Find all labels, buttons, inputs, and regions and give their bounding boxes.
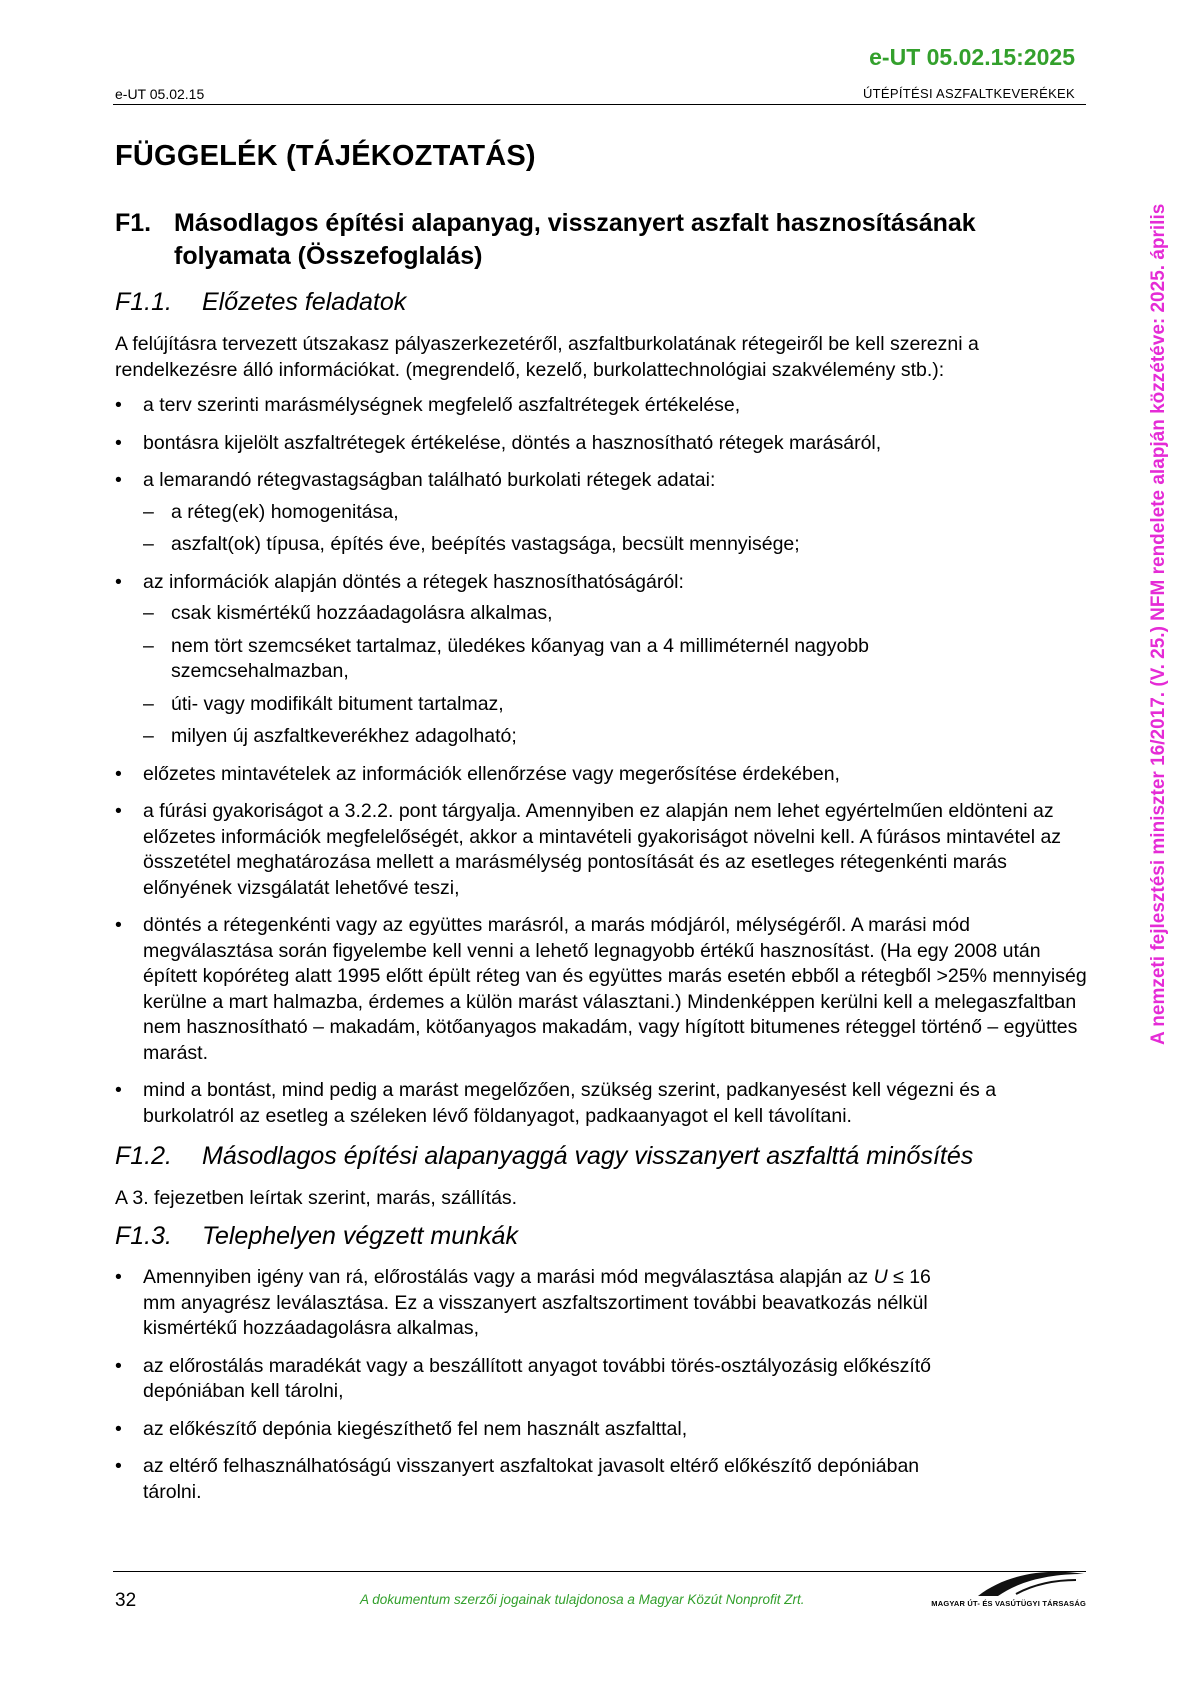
dash-list: [143, 500, 1090, 558]
bullet-list-f1-3: [115, 1265, 1090, 1505]
dash-item: [143, 532, 1090, 558]
dash-item-text: milyen új aszfaltkeverékhez adagolható;: [171, 725, 517, 747]
dash-item-text: aszfalt(ok) típusa, építés éve, beépítés vastagsága, becsült mennyisége;: [171, 533, 800, 555]
subsection-heading-f1-2: [115, 1141, 1090, 1171]
section-title: Másodlagos építési alapanyag, visszanyert aszfalt hasznosításának folyamata (Összefoglalás): [174, 209, 976, 270]
list-item: [115, 1417, 1090, 1443]
list-item-text: az előkészítő depónia kiegészíthető fel nem használt aszfalttal,: [143, 1417, 688, 1440]
list-item: [115, 1354, 1090, 1405]
publication-side-note: A nemzeti fejlesztési miniszter 16/2017. (V. 25.) NFM rendelete alapján közzétéve: 2025. április: [1148, 203, 1169, 1045]
document-code: e-UT 05.02.15:2025: [869, 44, 1075, 70]
bullet-mark: •: [115, 1455, 122, 1477]
subsection-number: F1.3.: [115, 1222, 172, 1250]
list-item: [115, 468, 1090, 558]
dash-item: [143, 634, 1090, 685]
subsection-paragraph: A 3. fejezetben leírtak szerint, marás, szállítás.: [115, 1187, 518, 1209]
bullet-mark: •: [115, 394, 122, 416]
list-item: [115, 570, 1090, 750]
dash-item-text: úti- vagy modifikált bitument tartalmaz,: [171, 692, 504, 715]
list-item: [115, 1454, 1090, 1505]
dash-item: [143, 500, 1090, 526]
society-logo: [931, 1568, 1086, 1614]
header-left: e-UT 05.02.15: [115, 86, 205, 102]
variable-u: U: [873, 1266, 888, 1288]
dash-item: [143, 601, 1090, 627]
logo-text: MAGYAR ÚT- ÉS VASÚTÜGYI TÁRSASÁG: [931, 1599, 1086, 1608]
list-item-text: előzetes mintavételek az információk ellenőrzése vagy megerősítése érdekében,: [143, 762, 840, 785]
list-item-text: az előrostálás maradékát vagy a beszállított anyagot további törés-osztályozásig előkészítő depóniában kell tárolni,: [143, 1354, 932, 1402]
list-item-text: az eltérő felhasználhatóságú visszanyert aszfaltokat javasolt eltérő előkészítő depóniában tárolni.: [143, 1455, 920, 1503]
header-right: ÚTÉPÍTÉSI ASZFALTKEVERÉKEK: [862, 86, 1075, 101]
list-item-text-start: Amennyiben igény van rá, előrostálás vagy a marási mód megválasztása alapján az: [143, 1266, 874, 1288]
subsection-title: Másodlagos építési alapanyaggá vagy visszanyert aszfalttá minősítés: [202, 1142, 974, 1170]
dash-mark: –: [143, 634, 154, 657]
bullet-mark: •: [115, 469, 122, 491]
page-content: [115, 140, 1090, 1517]
bullet-list-f1-1: [115, 393, 1090, 1129]
logo-swoosh-icon: [976, 1568, 1086, 1598]
dash-item-text: nem tört szemcséket tartalmaz, üledékes kőanyag van a 4 milliméternél nagyobb szemcsehalmazban,: [171, 634, 870, 682]
dash-mark: –: [143, 602, 154, 624]
header-rule: [113, 104, 1086, 105]
dash-mark: –: [143, 500, 154, 523]
dash-item-text: csak kismértékű hozzáadagolásra alkalmas,: [171, 602, 553, 624]
list-item-text: bontásra kijelölt aszfaltrétegek értékelése, döntés a hasznosítható rétegek marásáról,: [143, 431, 882, 454]
dash-item-text: a réteg(ek) homogenitása,: [171, 500, 399, 523]
page-number: 32: [115, 1590, 137, 1611]
list-item: [115, 1265, 1090, 1342]
list-item: [115, 799, 1090, 901]
list-item-text: a terv szerinti marásmélységnek megfelelő aszfaltrétegek értékelése,: [143, 394, 741, 416]
bullet-mark: •: [115, 1266, 122, 1288]
list-item-text: a fúrási gyakoriságot a 3.2.2. pont tárgyalja. Amennyiben ez alapján nem lehet egyértelműen eldönteni az előzetes információk megfelelőségét, akkor a mintavételi gyakoriságot növelni kell. A fúrásos mintavétel az összetétel meghatározása mellett a marásmélység pontosítását és az esetleges rétegenkénti marás előnyének vizsgálatát lehetővé teszi,: [143, 800, 1062, 899]
bullet-mark: •: [115, 914, 122, 936]
dash-mark: –: [143, 725, 154, 747]
page-title: FÜGGELÉK (TÁJÉKOZTATÁS): [115, 140, 536, 172]
copyright-notice: A dokumentum szerzői jogainak tulajdonosa a Magyar Közút Nonprofit Zrt.: [360, 1592, 805, 1607]
dash-item: [143, 692, 1090, 718]
bullet-mark: •: [115, 431, 122, 454]
subsection-heading-f1-1: [115, 287, 1090, 317]
subsection-title: Előzetes feladatok: [202, 288, 407, 316]
subsection-heading-f1-3: [115, 1221, 1090, 1251]
list-item-text: a lemarandó rétegvastagságban található burkolati rétegek adatai:: [143, 469, 716, 491]
dash-item: [143, 724, 1090, 750]
section-number: F1.: [115, 209, 152, 237]
bullet-mark: •: [115, 1417, 122, 1440]
subsection-title: Telephelyen végzett munkák: [202, 1222, 518, 1250]
subsection-number: F1.1.: [115, 288, 172, 316]
bullet-mark: •: [115, 1079, 122, 1101]
list-item: [115, 762, 1090, 788]
list-item-text: döntés a rétegenkénti vagy az együttes marásról, a marás módjáról, mélységéről. A marási mód megválasztása során figyelembe kell venni a lehető legnagyobb értékű hasznosítást. (Ha egy 2008 után épített kopóréteg alatt 1995 előtt épült réteg van és együttes marás esetén ebből a rétegből >25% mennyiség kerülne a mart halmazba, érdemes a külön marást választani.) Mindenképpen kerülni kell a melegaszfaltban nem hasznosítható – makadám, kötőanyagos makadám, vagy hígított bitumenes réteggel történő – együttes marást.: [143, 914, 1087, 1064]
list-item-text-end: ≤ 16 mm anyagrész leválasztása. Ez a visszanyert aszfaltszortiment további beavatkozás nélkül kismértékű hozzáadagolásra alkalmas,: [143, 1266, 931, 1339]
intro-paragraph: A felújításra tervezett útszakasz pályaszerkezetéről, aszfaltburkolatának rétegeiről be kell szerezni a rendelkezésre álló információkat. (megrendelő, kezelő, burkolattechnológiai szakvélemény stb.):: [115, 333, 979, 381]
list-item-text: az információk alapján döntés a rétegek hasznosíthatóságáról:: [143, 570, 684, 593]
list-item-text: mind a bontást, mind pedig a marást megelőzően, szükség szerint, padkanyesést kell végezni és a burkolatról az esetleg a széleken lévő földanyagot, padkaanyagot el kell távolítani.: [143, 1079, 997, 1127]
bullet-mark: •: [115, 1354, 122, 1377]
dash-mark: –: [143, 533, 154, 555]
list-item: [115, 393, 1090, 419]
list-item: [115, 913, 1090, 1066]
list-item: [115, 431, 1090, 457]
dash-mark: –: [143, 692, 154, 715]
bullet-mark: •: [115, 762, 122, 785]
bullet-mark: •: [115, 800, 122, 822]
subsection-number: F1.2.: [115, 1142, 172, 1170]
dash-list: [143, 601, 1090, 750]
bullet-mark: •: [115, 570, 122, 593]
section-heading: [115, 207, 1090, 273]
list-item: [115, 1078, 1090, 1129]
